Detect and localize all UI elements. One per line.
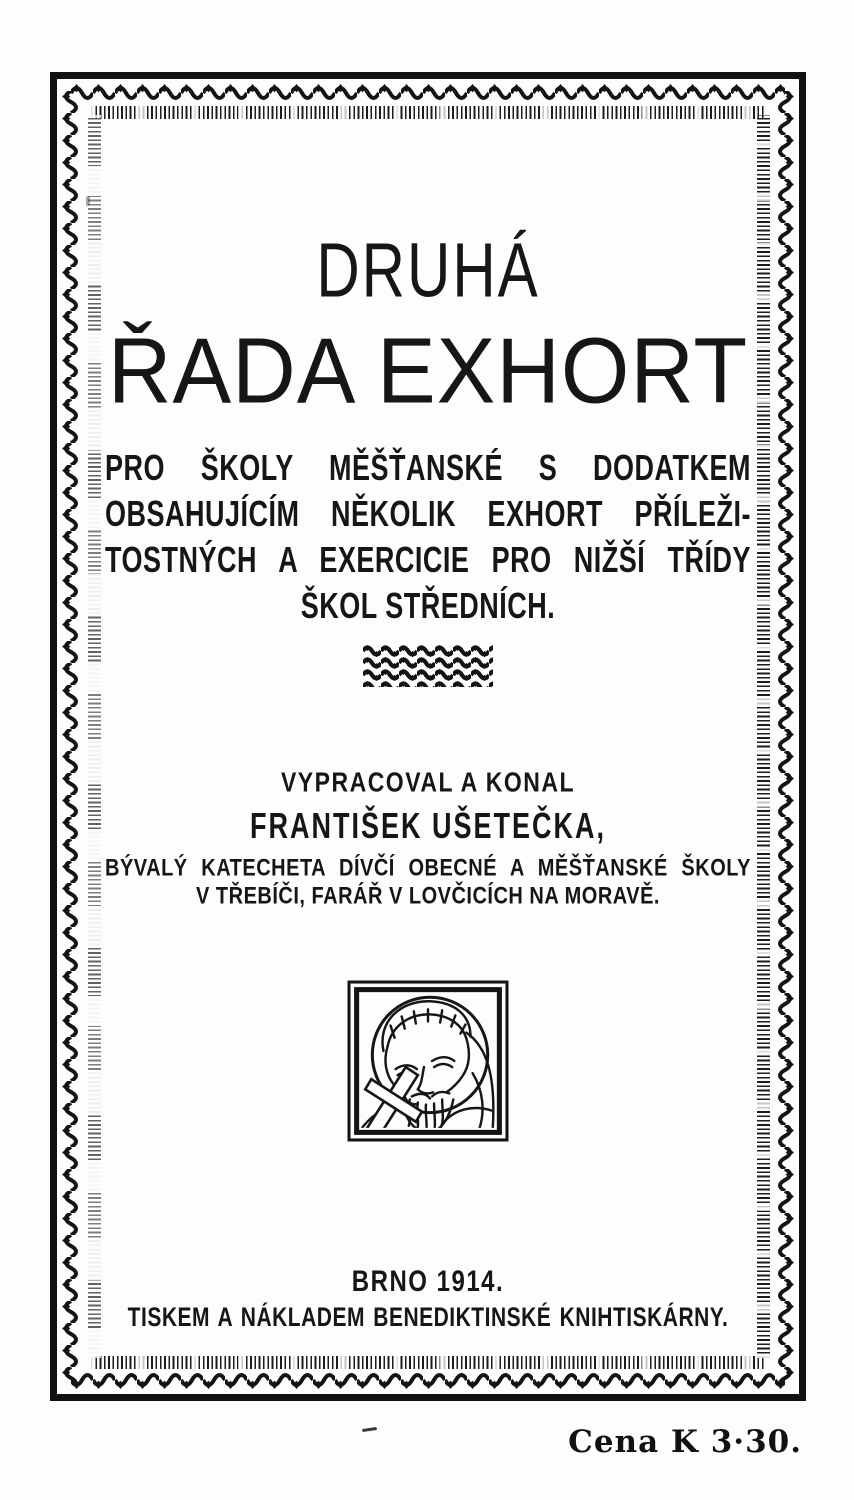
price-label: Cena K 3·30. — [568, 1424, 802, 1460]
hatch-band-bottom — [91, 1356, 765, 1369]
author-credentials — [105, 854, 751, 910]
wavy-border-bottom — [71, 1370, 785, 1390]
title-page-content — [105, 129, 751, 1331]
wavy-border-left — [61, 91, 81, 1382]
subtitle-line: ŠKOL STŘEDNÍCH. — [300, 586, 556, 626]
subtitle-line: OBSAHUJÍCÍM NĚKOLIK EXHORT PŘÍLEŽI- — [105, 494, 751, 534]
wavy-rule-ornament — [363, 645, 493, 687]
page-title-line2: ŘADA EXHORT — [107, 318, 749, 423]
hatch-band-left — [88, 115, 101, 1358]
ornamental-double-border — [50, 72, 806, 1401]
credentials-line: V TŘEBÍČI, FARÁŘ V LOVČICÍCH NA MORAVĚ. — [196, 882, 660, 910]
scan-artifact — [86, 196, 90, 206]
subtitle-line: PRO ŠKOLY MĚŠŤANSKÉ S DODATKEM — [105, 448, 751, 488]
saint-portrait-woodcut — [347, 980, 509, 1142]
byline-intro: VYPRACOVAL A KONAL — [280, 766, 576, 798]
wavy-border-right — [775, 91, 795, 1382]
subtitle-block — [105, 445, 751, 629]
imprint-publisher: TISKEM A NÁKLADEM BENEDIKTINSKÉ KNIHTISKÁRNY. — [127, 1302, 729, 1333]
credentials-line: BÝVALÝ KATECHETA DÍVČÍ OBECNÉ A MĚŠŤANSKÉ ŠKOLY — [105, 854, 751, 882]
page-title-line1: DRUHÁ — [316, 227, 540, 314]
wavy-border-top — [71, 83, 785, 103]
hatch-band-top — [91, 106, 765, 119]
imprint-place-year: BRNO 1914. — [351, 1264, 505, 1299]
scan-artifact — [362, 1427, 377, 1432]
author-name: FRANTIŠEK UŠETEČKA, — [249, 805, 606, 847]
hatch-band-right — [757, 115, 770, 1358]
subtitle-line: TOSTNÝCH A EXERCICIE PRO NIŽŠÍ TŘÍDY — [105, 540, 751, 580]
